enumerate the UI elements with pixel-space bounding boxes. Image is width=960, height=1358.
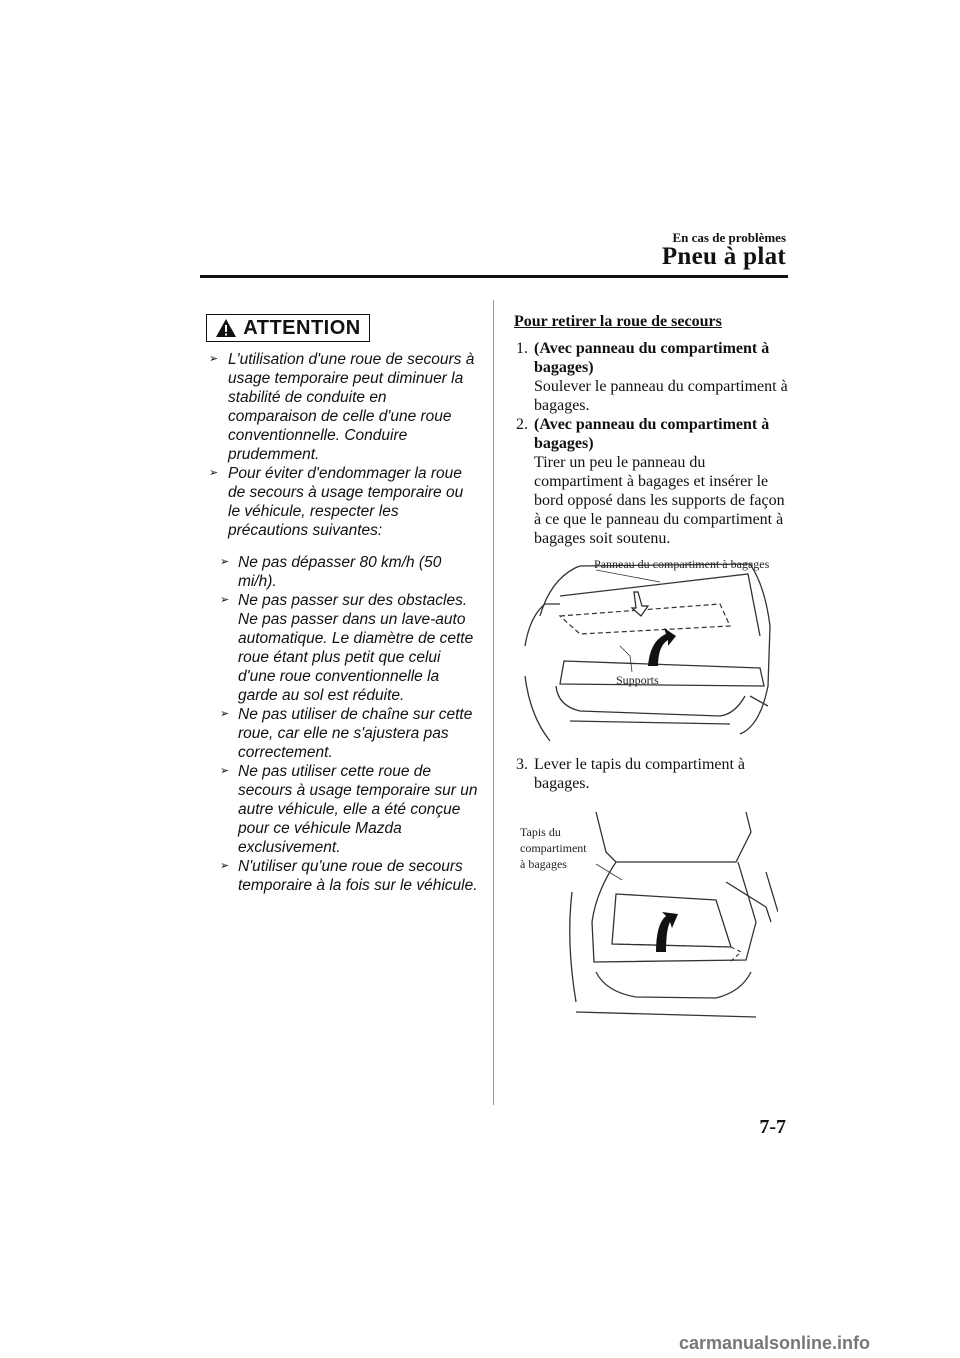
label-mat-line2: compartiment <box>520 841 587 855</box>
watermark: carmanualsonline.info <box>678 1333 870 1353</box>
column-divider <box>493 300 494 1105</box>
attention-label: ATTENTION <box>243 316 361 339</box>
precaution-item <box>200 553 478 591</box>
arrow-bullet-icon: ➢ <box>220 594 230 606</box>
precaution-item <box>200 705 478 762</box>
warning-item <box>200 350 478 464</box>
warning-list <box>200 350 478 895</box>
precaution-item <box>200 591 478 705</box>
arrow-bullet-icon: ➢ <box>220 708 230 720</box>
label-supports: Supports <box>616 673 659 687</box>
procedure-heading: Pour retirer la roue de secours <box>514 313 722 330</box>
figure-cargo-mat <box>516 812 778 1032</box>
step-condition: (Avec panneau du compartiment à bagages) <box>534 416 770 452</box>
procedure-step <box>514 755 794 793</box>
arrow-bullet-icon: ➢ <box>209 467 219 479</box>
step-number: 2. <box>516 416 528 433</box>
label-mat-line1: Tapis du <box>520 825 561 839</box>
precaution-text: Ne pas utiliser cette roue de secours à usage temporaire sur un autre véhicule, elle a été conçue pour ce véhicule Mazda exclusivement. <box>238 763 478 856</box>
page-number: 7-7 <box>759 1116 786 1138</box>
attention-box <box>206 314 370 342</box>
warning-icon <box>215 318 237 338</box>
arrow-bullet-icon: ➢ <box>220 556 230 568</box>
step-condition: (Avec panneau du compartiment à bagages) <box>534 340 770 376</box>
label-mat-line3: à bagages <box>520 857 567 871</box>
step-text: Lever le tapis du compartiment à bagages. <box>534 756 746 792</box>
step-number: 1. <box>516 340 528 357</box>
step-number: 3. <box>516 756 528 773</box>
precaution-text: Ne pas passer sur des obstacles. Ne pas passer dans un lave-auto automatique. Le diamètre de cette roue étant plus petit que celui d'une roue conventionnelle la garde au sol est réduite. <box>238 592 474 704</box>
warning-text: L'utilisation d'une roue de secours à usage temporaire peut diminuer la stabilité de conduite en comparaison de celle d'une roue conventionnelle. Conduire prudemment. <box>228 351 475 463</box>
label-panel: Panneau du compartiment à bagages <box>594 557 770 571</box>
warning-text: Pour éviter d'endommager la roue de secours à usage temporaire ou le véhicule, respecter les précautions suivantes: <box>228 465 464 539</box>
arrow-bullet-icon: ➢ <box>220 860 230 872</box>
section-title: En cas de problèmes <box>672 230 786 245</box>
step-text: Tirer un peu le panneau du compartiment à bagages et insérer le bord opposé dans les supports de façon à ce que le panneau du compartiment à bagages soit soutenu. <box>534 454 785 547</box>
procedure-section <box>514 312 794 548</box>
precaution-list <box>200 553 478 895</box>
arrow-bullet-icon: ➢ <box>220 765 230 777</box>
arrow-bullet-icon: ➢ <box>209 353 219 365</box>
figure-cargo-panel <box>520 556 772 746</box>
header-rule <box>200 275 788 278</box>
step-text: Soulever le panneau du compartiment à bagages. <box>534 378 788 414</box>
precaution-text: N'utiliser qu'une roue de secours temporaire à la fois sur le véhicule. <box>238 858 478 894</box>
warning-item <box>200 464 478 540</box>
precaution-item <box>200 857 478 895</box>
precaution-item <box>200 762 478 857</box>
procedure-step-3 <box>514 755 794 793</box>
procedure-step <box>514 339 794 415</box>
precaution-text: Ne pas utiliser de chaîne sur cette roue, car elle ne s'ajustera pas correctement. <box>238 706 473 761</box>
page-title: Pneu à plat <box>661 243 786 270</box>
precaution-text: Ne pas dépasser 80 km/h (50 mi/h). <box>238 554 442 590</box>
procedure-step <box>514 415 794 548</box>
